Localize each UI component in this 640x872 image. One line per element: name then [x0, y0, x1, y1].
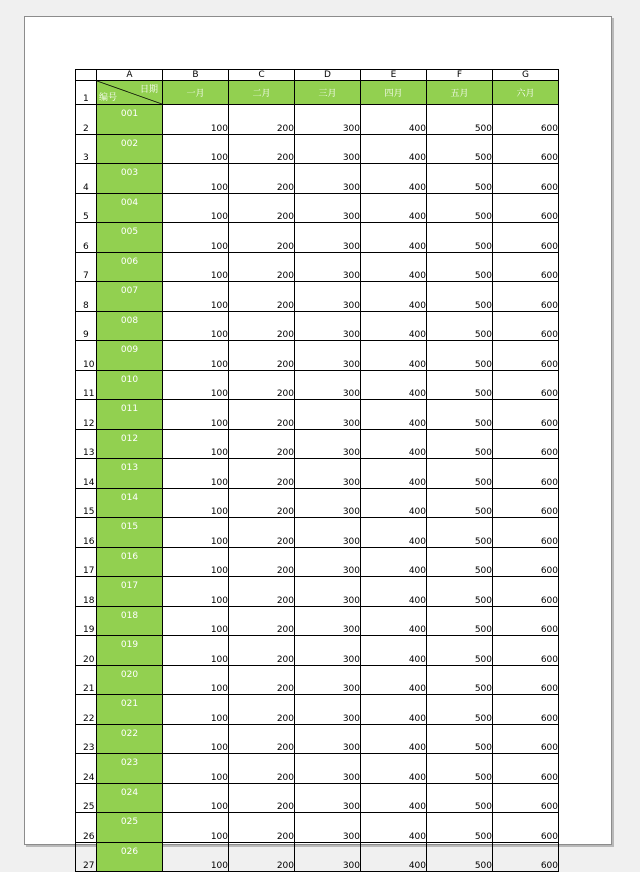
select-all-corner[interactable]: [76, 70, 97, 81]
table-row: [76, 518, 559, 548]
value-cell[interactable]: 600: [493, 636, 559, 666]
row-number[interactable]: 7: [76, 252, 97, 282]
id-cell[interactable]: 025: [97, 813, 163, 843]
spreadsheet-table: [75, 69, 559, 872]
value-cell[interactable]: 300: [295, 341, 361, 371]
value-cell[interactable]: 400: [361, 665, 427, 695]
value-cell[interactable]: 400: [361, 282, 427, 312]
table-row: [76, 606, 559, 636]
value-cell[interactable]: 400: [361, 488, 427, 518]
value-cell[interactable]: 100: [163, 695, 229, 725]
value-cell[interactable]: 300: [295, 695, 361, 725]
value-cell[interactable]: 200: [229, 282, 295, 312]
value-cell[interactable]: 200: [229, 636, 295, 666]
value-cell[interactable]: 200: [229, 311, 295, 341]
value-cell[interactable]: 200: [229, 164, 295, 194]
value-cell[interactable]: 400: [361, 754, 427, 784]
table-row: [76, 400, 559, 430]
table-row: [76, 252, 559, 282]
table-row: [76, 813, 559, 843]
value-cell[interactable]: 200: [229, 488, 295, 518]
value-cell[interactable]: 200: [229, 252, 295, 282]
value-cell[interactable]: 500: [427, 223, 493, 253]
row-number[interactable]: 19: [76, 606, 97, 636]
value-cell[interactable]: 600: [493, 813, 559, 843]
value-cell[interactable]: 600: [493, 754, 559, 784]
value-cell[interactable]: 500: [427, 459, 493, 489]
value-cell[interactable]: 500: [427, 134, 493, 164]
row-number[interactable]: 22: [76, 695, 97, 725]
value-cell[interactable]: 500: [427, 695, 493, 725]
value-cell[interactable]: 400: [361, 193, 427, 223]
id-cell[interactable]: 008: [97, 311, 163, 341]
value-cell[interactable]: 600: [493, 724, 559, 754]
value-cell[interactable]: 200: [229, 134, 295, 164]
value-cell[interactable]: 500: [427, 577, 493, 607]
value-cell[interactable]: 100: [163, 370, 229, 400]
value-cell[interactable]: 500: [427, 783, 493, 813]
value-cell[interactable]: 200: [229, 429, 295, 459]
id-cell[interactable]: 003: [97, 164, 163, 194]
value-cell[interactable]: 100: [163, 488, 229, 518]
value-cell[interactable]: 100: [163, 223, 229, 253]
value-cell[interactable]: 500: [427, 370, 493, 400]
row-number[interactable]: 21: [76, 665, 97, 695]
value-cell[interactable]: 400: [361, 636, 427, 666]
value-cell[interactable]: 200: [229, 813, 295, 843]
id-cell[interactable]: 013: [97, 459, 163, 489]
value-cell[interactable]: 100: [163, 134, 229, 164]
id-cell[interactable]: 019: [97, 636, 163, 666]
table-row: [76, 282, 559, 312]
value-cell[interactable]: 400: [361, 164, 427, 194]
value-cell[interactable]: 400: [361, 783, 427, 813]
value-cell[interactable]: 200: [229, 341, 295, 371]
id-cell[interactable]: 005: [97, 223, 163, 253]
value-cell[interactable]: 300: [295, 842, 361, 872]
value-cell[interactable]: 300: [295, 577, 361, 607]
value-cell[interactable]: 300: [295, 813, 361, 843]
id-cell[interactable]: 024: [97, 783, 163, 813]
table-row: [76, 193, 559, 223]
month-header-3[interactable]: 三月: [295, 81, 361, 105]
value-cell[interactable]: 600: [493, 547, 559, 577]
id-cell[interactable]: 020: [97, 665, 163, 695]
value-cell[interactable]: 600: [493, 400, 559, 430]
month-header-2[interactable]: 二月: [229, 81, 295, 105]
value-cell[interactable]: 400: [361, 341, 427, 371]
value-cell[interactable]: 100: [163, 105, 229, 135]
value-cell[interactable]: 200: [229, 665, 295, 695]
value-cell[interactable]: 500: [427, 429, 493, 459]
row-number[interactable]: 14: [76, 459, 97, 489]
month-header-1[interactable]: 一月: [163, 81, 229, 105]
value-cell[interactable]: 300: [295, 282, 361, 312]
value-cell[interactable]: 300: [295, 754, 361, 784]
value-cell[interactable]: 400: [361, 400, 427, 430]
table-row: [76, 105, 559, 135]
value-cell[interactable]: 100: [163, 636, 229, 666]
value-cell[interactable]: 400: [361, 311, 427, 341]
table-row: [76, 665, 559, 695]
value-cell[interactable]: 500: [427, 606, 493, 636]
row-number[interactable]: 6: [76, 223, 97, 253]
value-cell[interactable]: 300: [295, 311, 361, 341]
row-number[interactable]: 16: [76, 518, 97, 548]
value-cell[interactable]: 600: [493, 577, 559, 607]
print-preview-page: [24, 16, 612, 871]
value-cell[interactable]: 300: [295, 429, 361, 459]
value-cell[interactable]: 300: [295, 547, 361, 577]
table-row: [76, 134, 559, 164]
row-number[interactable]: 12: [76, 400, 97, 430]
value-cell[interactable]: 100: [163, 311, 229, 341]
value-cell[interactable]: 400: [361, 606, 427, 636]
id-cell[interactable]: 006: [97, 252, 163, 282]
value-cell[interactable]: 400: [361, 518, 427, 548]
value-cell[interactable]: 100: [163, 400, 229, 430]
column-header-c[interactable]: C: [229, 70, 295, 81]
value-cell[interactable]: 600: [493, 193, 559, 223]
value-cell[interactable]: 600: [493, 252, 559, 282]
value-cell[interactable]: 200: [229, 193, 295, 223]
value-cell[interactable]: 600: [493, 606, 559, 636]
value-cell[interactable]: 600: [493, 459, 559, 489]
value-cell[interactable]: 200: [229, 695, 295, 725]
value-cell[interactable]: 100: [163, 429, 229, 459]
value-cell[interactable]: 200: [229, 783, 295, 813]
value-cell[interactable]: 100: [163, 813, 229, 843]
value-cell[interactable]: 600: [493, 341, 559, 371]
value-cell[interactable]: 600: [493, 429, 559, 459]
value-cell[interactable]: 500: [427, 252, 493, 282]
table-row: [76, 724, 559, 754]
month-header-6[interactable]: 六月: [493, 81, 559, 105]
corner-date-label: 日期: [139, 85, 158, 95]
id-cell[interactable]: 007: [97, 282, 163, 312]
value-cell[interactable]: 100: [163, 193, 229, 223]
value-cell[interactable]: 600: [493, 311, 559, 341]
value-cell[interactable]: 300: [295, 164, 361, 194]
value-cell[interactable]: 400: [361, 577, 427, 607]
value-cell[interactable]: 600: [493, 134, 559, 164]
value-cell[interactable]: 300: [295, 665, 361, 695]
id-cell[interactable]: 018: [97, 606, 163, 636]
value-cell[interactable]: 200: [229, 547, 295, 577]
id-cell[interactable]: 023: [97, 754, 163, 784]
id-cell[interactable]: 009: [97, 341, 163, 371]
id-cell[interactable]: 002: [97, 134, 163, 164]
table-row: [76, 577, 559, 607]
id-cell[interactable]: 011: [97, 400, 163, 430]
value-cell[interactable]: 100: [163, 754, 229, 784]
value-cell[interactable]: 500: [427, 665, 493, 695]
value-cell[interactable]: 500: [427, 754, 493, 784]
column-header-b[interactable]: B: [163, 70, 229, 81]
value-cell[interactable]: 100: [163, 577, 229, 607]
value-cell[interactable]: 400: [361, 429, 427, 459]
value-cell[interactable]: 600: [493, 842, 559, 872]
id-cell[interactable]: 010: [97, 370, 163, 400]
value-cell[interactable]: 100: [163, 341, 229, 371]
value-cell[interactable]: 200: [229, 105, 295, 135]
table-row: [76, 341, 559, 371]
table-row: [76, 754, 559, 784]
value-cell[interactable]: 100: [163, 665, 229, 695]
table-row: [76, 695, 559, 725]
value-cell[interactable]: 400: [361, 223, 427, 253]
value-cell[interactable]: 300: [295, 783, 361, 813]
value-cell[interactable]: 300: [295, 370, 361, 400]
value-cell[interactable]: 100: [163, 724, 229, 754]
value-cell[interactable]: 400: [361, 105, 427, 135]
row-number[interactable]: 11: [76, 370, 97, 400]
value-cell[interactable]: 200: [229, 577, 295, 607]
value-cell[interactable]: 200: [229, 459, 295, 489]
diagonal-header-cell[interactable]: [97, 81, 163, 105]
month-header-4[interactable]: 四月: [361, 81, 427, 105]
row-number[interactable]: 5: [76, 193, 97, 223]
value-cell[interactable]: 200: [229, 724, 295, 754]
value-cell[interactable]: 500: [427, 164, 493, 194]
id-cell[interactable]: 026: [97, 842, 163, 872]
row-number[interactable]: 9: [76, 311, 97, 341]
value-cell[interactable]: 500: [427, 518, 493, 548]
value-cell[interactable]: 300: [295, 223, 361, 253]
value-cell[interactable]: 400: [361, 842, 427, 872]
value-cell[interactable]: 200: [229, 606, 295, 636]
id-cell[interactable]: 017: [97, 577, 163, 607]
value-cell[interactable]: 200: [229, 370, 295, 400]
row-number[interactable]: 4: [76, 164, 97, 194]
id-cell[interactable]: 016: [97, 547, 163, 577]
row-number[interactable]: 1: [76, 81, 97, 105]
row-number[interactable]: 24: [76, 754, 97, 784]
value-cell[interactable]: 200: [229, 223, 295, 253]
table-row: [76, 783, 559, 813]
value-cell[interactable]: 500: [427, 193, 493, 223]
row-number[interactable]: 25: [76, 783, 97, 813]
value-cell[interactable]: 500: [427, 636, 493, 666]
column-header-f[interactable]: F: [427, 70, 493, 81]
row-number[interactable]: 3: [76, 134, 97, 164]
table-row: [76, 164, 559, 194]
value-cell[interactable]: 600: [493, 164, 559, 194]
value-cell[interactable]: 500: [427, 282, 493, 312]
row-number[interactable]: 17: [76, 547, 97, 577]
value-cell[interactable]: 300: [295, 459, 361, 489]
value-cell[interactable]: 400: [361, 252, 427, 282]
id-cell[interactable]: 014: [97, 488, 163, 518]
value-cell[interactable]: 300: [295, 606, 361, 636]
table-row: [76, 311, 559, 341]
column-header-g[interactable]: G: [493, 70, 559, 81]
value-cell[interactable]: 500: [427, 488, 493, 518]
value-cell[interactable]: 400: [361, 370, 427, 400]
value-cell[interactable]: 400: [361, 695, 427, 725]
value-cell[interactable]: 600: [493, 695, 559, 725]
value-cell[interactable]: 500: [427, 400, 493, 430]
id-cell[interactable]: 015: [97, 518, 163, 548]
value-cell[interactable]: 300: [295, 193, 361, 223]
value-cell[interactable]: 100: [163, 783, 229, 813]
value-cell[interactable]: 600: [493, 223, 559, 253]
row-number[interactable]: 20: [76, 636, 97, 666]
value-cell[interactable]: 400: [361, 134, 427, 164]
value-cell[interactable]: 300: [295, 400, 361, 430]
value-cell[interactable]: 600: [493, 370, 559, 400]
value-cell[interactable]: 100: [163, 606, 229, 636]
table-row: [76, 370, 559, 400]
value-cell[interactable]: 300: [295, 724, 361, 754]
value-cell[interactable]: 400: [361, 813, 427, 843]
column-header-row: [76, 70, 559, 81]
value-cell[interactable]: 500: [427, 813, 493, 843]
row-number[interactable]: 2: [76, 105, 97, 135]
value-cell[interactable]: 100: [163, 282, 229, 312]
value-cell[interactable]: 600: [493, 518, 559, 548]
value-cell[interactable]: 600: [493, 665, 559, 695]
value-cell[interactable]: 100: [163, 252, 229, 282]
row-number[interactable]: 15: [76, 488, 97, 518]
value-cell[interactable]: 200: [229, 400, 295, 430]
corner-number-label: 编号: [99, 93, 118, 103]
value-cell[interactable]: 200: [229, 754, 295, 784]
row-number[interactable]: 18: [76, 577, 97, 607]
row-number[interactable]: 26: [76, 813, 97, 843]
value-cell[interactable]: 500: [427, 311, 493, 341]
value-cell[interactable]: 500: [427, 724, 493, 754]
id-cell[interactable]: 004: [97, 193, 163, 223]
value-cell[interactable]: 600: [493, 783, 559, 813]
value-cell[interactable]: 300: [295, 488, 361, 518]
id-cell[interactable]: 012: [97, 429, 163, 459]
table-row: [76, 459, 559, 489]
column-header-a[interactable]: A: [97, 70, 163, 81]
table-row: [76, 429, 559, 459]
column-header-d[interactable]: D: [295, 70, 361, 81]
value-cell[interactable]: 100: [163, 547, 229, 577]
row-number[interactable]: 23: [76, 724, 97, 754]
value-cell[interactable]: 500: [427, 341, 493, 371]
value-cell[interactable]: 500: [427, 105, 493, 135]
table-row: [76, 842, 559, 872]
header-row: [76, 81, 559, 105]
value-cell[interactable]: 600: [493, 282, 559, 312]
row-number[interactable]: 13: [76, 429, 97, 459]
value-cell[interactable]: 300: [295, 636, 361, 666]
value-cell[interactable]: 400: [361, 459, 427, 489]
value-cell[interactable]: 600: [493, 488, 559, 518]
id-cell[interactable]: 021: [97, 695, 163, 725]
table-row: [76, 636, 559, 666]
value-cell[interactable]: 100: [163, 842, 229, 872]
value-cell[interactable]: 600: [493, 105, 559, 135]
value-cell[interactable]: 400: [361, 547, 427, 577]
id-cell[interactable]: 022: [97, 724, 163, 754]
month-header-5[interactable]: 五月: [427, 81, 493, 105]
column-header-e[interactable]: E: [361, 70, 427, 81]
value-cell[interactable]: 100: [163, 164, 229, 194]
table-row: [76, 488, 559, 518]
value-cell[interactable]: 100: [163, 459, 229, 489]
value-cell[interactable]: 300: [295, 105, 361, 135]
value-cell[interactable]: 300: [295, 518, 361, 548]
value-cell[interactable]: 300: [295, 252, 361, 282]
value-cell[interactable]: 200: [229, 842, 295, 872]
value-cell[interactable]: 100: [163, 518, 229, 548]
value-cell[interactable]: 500: [427, 547, 493, 577]
table-row: [76, 223, 559, 253]
value-cell[interactable]: 300: [295, 134, 361, 164]
row-number[interactable]: 27: [76, 842, 97, 872]
value-cell[interactable]: 500: [427, 842, 493, 872]
id-cell[interactable]: 001: [97, 105, 163, 135]
table-row: [76, 547, 559, 577]
row-number[interactable]: 8: [76, 282, 97, 312]
value-cell[interactable]: 400: [361, 724, 427, 754]
row-number[interactable]: 10: [76, 341, 97, 371]
value-cell[interactable]: 200: [229, 518, 295, 548]
